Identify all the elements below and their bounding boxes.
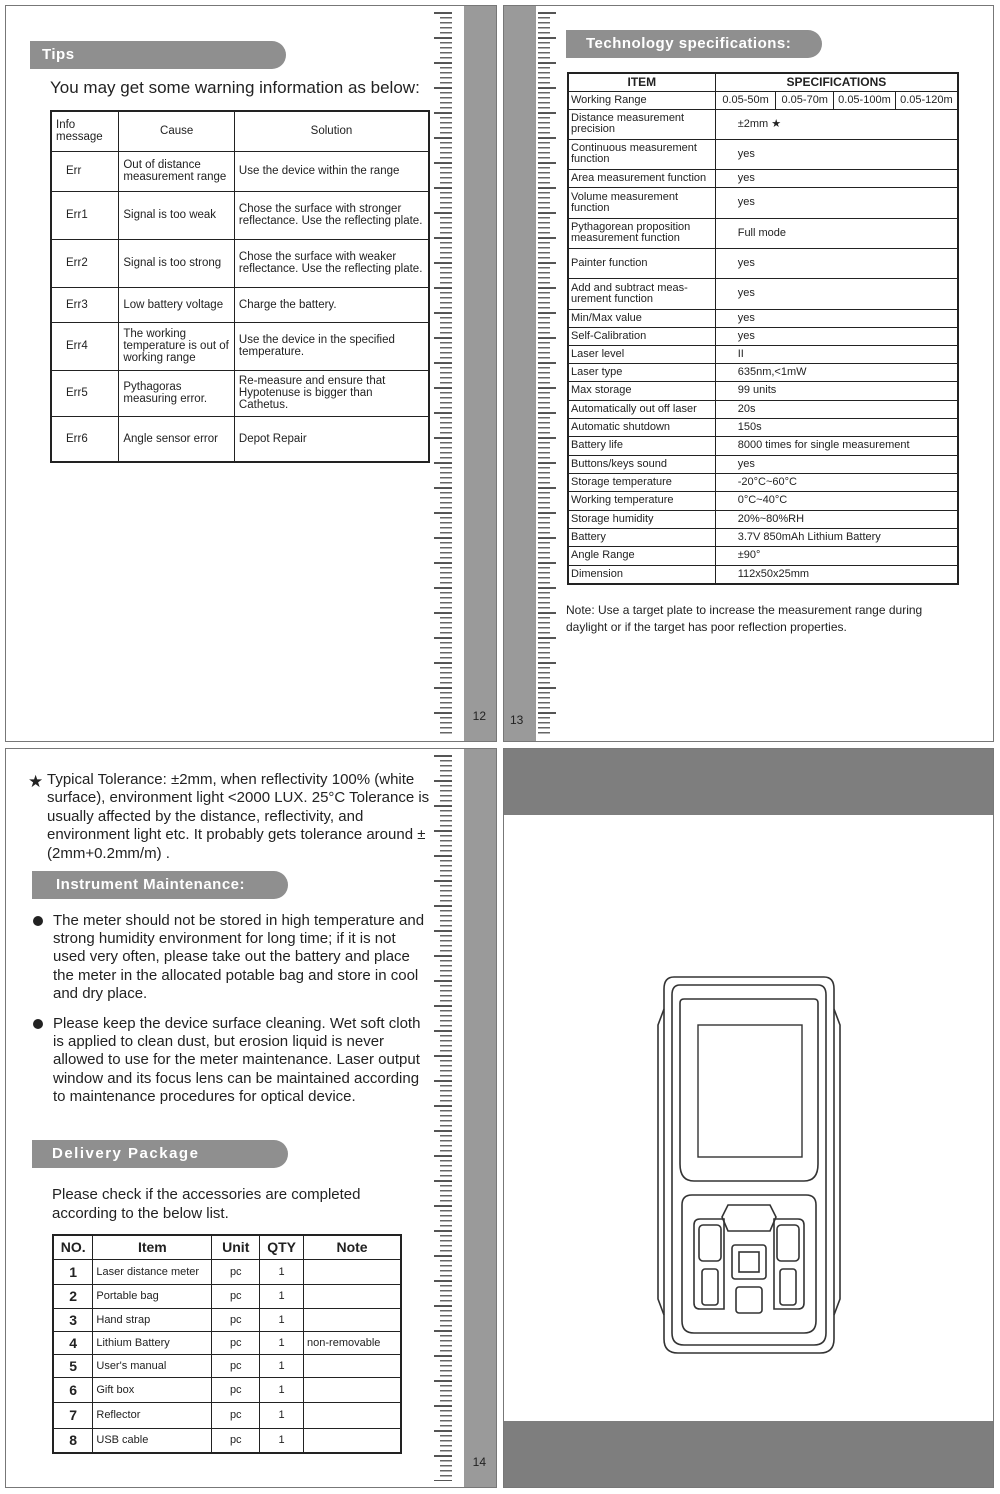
table-row — [51, 239, 429, 287]
row-qty: 1 — [260, 1308, 304, 1331]
top-band — [504, 749, 993, 815]
spec-value: yes — [715, 139, 958, 169]
error-code: Err2 — [51, 239, 119, 287]
table-row — [568, 363, 958, 381]
page-number: 13 — [510, 713, 524, 727]
spec-heading: Technology specifications: — [566, 30, 822, 58]
bullet-icon — [33, 916, 43, 926]
row-item: Portable bag — [93, 1284, 212, 1308]
spec-item: Automatic shutdown — [568, 418, 715, 436]
spec-item: Buttons/keys sound — [568, 455, 715, 473]
error-solution: Chose the surface with stronger reflectance. Use the reflecting plate. — [234, 191, 429, 239]
spec-item: Area measurement function — [568, 169, 715, 187]
binding-ruler-major — [434, 12, 452, 735]
row-qty: 1 — [260, 1354, 304, 1377]
table-row — [568, 473, 958, 491]
binding-gutter — [464, 749, 496, 1487]
spec-value: -20°C~60°C — [715, 473, 958, 491]
row-qty: 1 — [260, 1402, 304, 1428]
binding-ruler-major — [538, 12, 556, 735]
error-solution: Use the device in the specified temperature. — [234, 322, 429, 370]
table-row — [568, 309, 958, 327]
bottom-band — [504, 1421, 993, 1487]
table-row — [568, 327, 958, 345]
row-no: 4 — [53, 1331, 93, 1354]
maintenance-bullet-1: The meter should not be stored in high temperature and strong humidity environment for long time; if it is not used very often, please take out the battery and place the meter in the allocated potable bag and store in cool and dry place. — [53, 912, 425, 1002]
row-no: 6 — [53, 1377, 93, 1402]
row-item: User's manual — [93, 1354, 212, 1377]
spec-item: Laser type — [568, 363, 715, 381]
row-unit: pc — [212, 1308, 260, 1331]
row-no: 1 — [53, 1259, 93, 1284]
delivery-heading: Delivery Package — [32, 1140, 288, 1168]
row-item: Hand strap — [93, 1308, 212, 1331]
spec-item: Self-Calibration — [568, 327, 715, 345]
spec-item: Automatically out off laser — [568, 400, 715, 418]
error-table — [50, 110, 430, 463]
header-item: ITEM — [568, 73, 715, 91]
row-unit: pc — [212, 1331, 260, 1354]
error-solution: Depot Repair — [234, 416, 429, 462]
spec-item: Battery life — [568, 436, 715, 455]
spec-value: 635nm,<1mW — [715, 363, 958, 381]
table-row — [568, 345, 958, 363]
spec-item: Laser level — [568, 345, 715, 363]
spec-note: Note: Use a target plate to increase the measurement range during daylight or if the target has poor reflection properties. — [566, 603, 923, 634]
spec-item: Continuous measurement function — [568, 139, 715, 169]
table-row — [51, 322, 429, 370]
spec-value: 20s — [715, 400, 958, 418]
error-cause: Out of distance measurement range — [119, 151, 235, 191]
delivery-check-text: Please check if the accessories are completed according to the below list. — [52, 1186, 361, 1222]
spec-value: 3.7V 850mAh Lithium Battery — [715, 528, 958, 546]
row-note — [304, 1259, 401, 1284]
table-row — [568, 109, 958, 139]
header-item: Item — [93, 1235, 212, 1259]
table-row — [568, 91, 958, 109]
table-row — [568, 418, 958, 436]
table-row — [568, 546, 958, 565]
spec-item: Working temperature — [568, 491, 715, 510]
error-cause: Pythagoras measuring error. — [119, 370, 235, 416]
tips-intro: You may get some warning information as below: — [50, 78, 420, 97]
error-solution: Re-measure and ensure that Hypotenuse is bigger than Cathetus. — [234, 370, 429, 416]
table-row — [568, 491, 958, 510]
header-info-message: Info message — [51, 111, 119, 151]
row-qty: 1 — [260, 1331, 304, 1354]
row-note — [304, 1284, 401, 1308]
row-unit: pc — [212, 1259, 260, 1284]
error-cause: Angle sensor error — [119, 416, 235, 462]
table-row — [51, 151, 429, 191]
header-solution: Solution — [234, 111, 429, 151]
spec-value: II — [715, 345, 958, 363]
table-row — [53, 1259, 401, 1284]
tips-heading: Tips — [30, 41, 286, 69]
row-note — [304, 1428, 401, 1453]
range-120: 0.05-120m — [895, 91, 958, 109]
spec-table-header — [568, 73, 958, 91]
table-row — [568, 169, 958, 187]
table-row — [568, 248, 958, 278]
header-cause: Cause — [119, 111, 235, 151]
error-code: Err4 — [51, 322, 119, 370]
spec-value: yes — [715, 169, 958, 187]
spec-value: yes — [715, 187, 958, 218]
row-note — [304, 1354, 401, 1377]
header-unit: Unit — [212, 1235, 260, 1259]
row-no: 2 — [53, 1284, 93, 1308]
error-code: Err — [51, 151, 119, 191]
table-row — [568, 139, 958, 169]
table-row — [53, 1402, 401, 1428]
spec-value: ±2mm ★ — [715, 109, 958, 139]
spec-item: Dimension — [568, 565, 715, 584]
table-row — [53, 1284, 401, 1308]
error-cause: Low battery voltage — [119, 287, 235, 322]
table-row — [568, 278, 958, 309]
spec-value: yes — [715, 309, 958, 327]
error-code: Err3 — [51, 287, 119, 322]
spec-item: Storage humidity — [568, 510, 715, 528]
range-70: 0.05-70m — [776, 91, 834, 109]
spec-value: 112x50x25mm — [715, 565, 958, 584]
range-50: 0.05-50m — [715, 91, 776, 109]
spec-item: Angle Range — [568, 546, 715, 565]
spec-value: yes — [715, 455, 958, 473]
table-row — [51, 370, 429, 416]
spec-item: Storage temperature — [568, 473, 715, 491]
spec-table — [567, 72, 959, 585]
spec-item: Distance measurement precision — [568, 109, 715, 139]
error-cause: The working temperature is out of working range — [119, 322, 235, 370]
table-row — [568, 510, 958, 528]
table-row — [51, 287, 429, 322]
row-unit: pc — [212, 1354, 260, 1377]
error-table-header — [51, 111, 429, 151]
table-row — [568, 565, 958, 584]
table-row — [53, 1377, 401, 1402]
header-specifications: SPECIFICATIONS — [715, 73, 958, 91]
spec-value: 8000 times for single measurement — [715, 436, 958, 455]
spec-value: Full mode — [715, 218, 958, 248]
table-row — [568, 528, 958, 546]
row-no: 8 — [53, 1428, 93, 1453]
header-no: NO. — [53, 1235, 93, 1259]
table-row — [53, 1308, 401, 1331]
row-note: non-removable — [304, 1331, 401, 1354]
maintenance-bullet-2: Please keep the device surface cleaning. Wet soft cloth is applied to clean dust, but erosion liquid is never allowed to use for the meter maintenance. Laser output window and its focus lens can be maintained according to maintenance procedures for optical device. — [53, 1015, 421, 1105]
page-14 — [5, 748, 497, 1488]
table-row — [53, 1428, 401, 1453]
table-row — [568, 455, 958, 473]
spec-item: Painter function — [568, 248, 715, 278]
spec-value: yes — [715, 248, 958, 278]
spec-item: Pythagorean proposition measurement function — [568, 218, 715, 248]
row-item: Reflector — [93, 1402, 212, 1428]
binding-ruler-major — [434, 755, 452, 1481]
delivery-table — [52, 1234, 402, 1454]
back-cover — [503, 748, 994, 1488]
spec-item: Battery — [568, 528, 715, 546]
header-note: Note — [304, 1235, 401, 1259]
row-item: USB cable — [93, 1428, 212, 1453]
spec-value: ±90° — [715, 546, 958, 565]
page-number: 14 — [472, 1455, 486, 1469]
tolerance-text: Typical Tolerance: ±2mm, when reflectivity 100% (white surface), environment light <2000 LUX. 25°C Tolerance is usually affected by the distance, reflectivity, and environment light etc. It probably gets tolerance around ± (2mm+0.2mm/m) . — [47, 771, 430, 862]
error-solution: Charge the battery. — [234, 287, 429, 322]
row-item: Laser distance meter — [93, 1259, 212, 1284]
page-number: 12 — [472, 709, 486, 723]
spec-value: 99 units — [715, 381, 958, 400]
error-cause: Signal is too weak — [119, 191, 235, 239]
error-code: Err5 — [51, 370, 119, 416]
row-item: Lithium Battery — [93, 1331, 212, 1354]
error-code: Err1 — [51, 191, 119, 239]
row-no: 3 — [53, 1308, 93, 1331]
spec-value: yes — [715, 327, 958, 345]
table-row — [568, 400, 958, 418]
device-illustration — [654, 969, 844, 1359]
error-code: Err6 — [51, 416, 119, 462]
spec-item: Min/Max value — [568, 309, 715, 327]
row-unit: pc — [212, 1284, 260, 1308]
row-no: 7 — [53, 1402, 93, 1428]
table-row — [53, 1331, 401, 1354]
table-row — [568, 187, 958, 218]
table-row — [568, 436, 958, 455]
row-note — [304, 1402, 401, 1428]
spec-value: 150s — [715, 418, 958, 436]
spec-value: 20%~80%RH — [715, 510, 958, 528]
row-no: 5 — [53, 1354, 93, 1377]
spec-item: Volume measurement function — [568, 187, 715, 218]
row-qty: 1 — [260, 1259, 304, 1284]
table-row — [53, 1354, 401, 1377]
spec-item: Max storage — [568, 381, 715, 400]
spec-item: Add and subtract meas-urement function — [568, 278, 715, 309]
error-solution: Chose the surface with weaker reflectance. Use the reflecting plate. — [234, 239, 429, 287]
row-unit: pc — [212, 1377, 260, 1402]
row-qty: 1 — [260, 1428, 304, 1453]
error-cause: Signal is too strong — [119, 239, 235, 287]
row-note — [304, 1377, 401, 1402]
page-13 — [503, 5, 994, 742]
spec-value: 0°C~40°C — [715, 491, 958, 510]
row-unit: pc — [212, 1402, 260, 1428]
range-100: 0.05-100m — [834, 91, 896, 109]
row-qty: 1 — [260, 1284, 304, 1308]
bullet-icon — [33, 1019, 43, 1029]
table-row — [568, 218, 958, 248]
spec-value: yes — [715, 278, 958, 309]
table-row — [568, 381, 958, 400]
error-solution: Use the device within the range — [234, 151, 429, 191]
table-row — [51, 191, 429, 239]
binding-gutter — [464, 6, 496, 741]
maintenance-heading: Instrument Maintenance: — [32, 871, 288, 899]
spec-item: Working Range — [568, 91, 715, 109]
row-qty: 1 — [260, 1377, 304, 1402]
header-qty: QTY — [260, 1235, 304, 1259]
table-row — [51, 416, 429, 462]
delivery-table-header — [53, 1235, 401, 1259]
page-12 — [5, 5, 497, 742]
row-item: Gift box — [93, 1377, 212, 1402]
row-unit: pc — [212, 1428, 260, 1453]
star-icon: ★ — [28, 772, 44, 791]
row-note — [304, 1308, 401, 1331]
binding-gutter — [504, 6, 536, 741]
